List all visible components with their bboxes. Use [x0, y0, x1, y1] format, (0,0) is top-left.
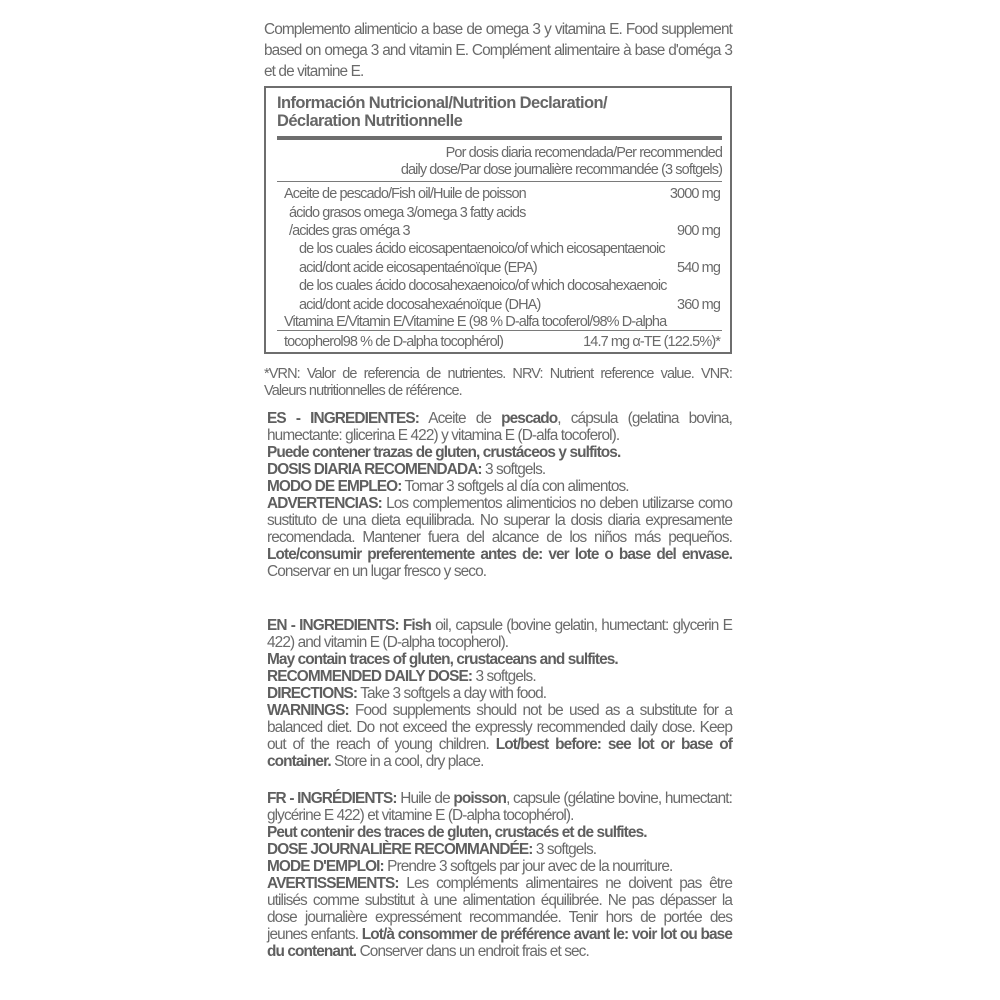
nutrition-table [264, 86, 732, 354]
row-rule [277, 330, 722, 331]
directions-en: DIRECTIONS: Take 3 softgels a day with food. [267, 685, 547, 702]
dose-fr: DOSE JOURNALIÈRE RECOMMANDÉE: 3 softgels. [267, 841, 597, 858]
row-label: Aceite de pescado/Fish oil/Huile de poisson [284, 186, 526, 202]
row-label: acid/dont acide docosahexaénoïque (DHA) [299, 297, 541, 313]
footnote: *VRN: Valor de referencia de nutrientes. NRV: Nutrient reference value. VNR: Valeurs nutritionnelles de référence. [264, 366, 732, 399]
row-label: acid/dont acide eicosapentaénoïque (EPA) [299, 260, 537, 276]
dose-en: RECOMMENDED DAILY DOSE: 3 softgels. [267, 668, 536, 685]
warnings-fr: AVERTISSEMENTS: Les compléments alimentaires ne doivent pas être utilisés comme substitut à une alimentation équilibrée. Ne pas dépasser la dose journalière expressément recommandée. Tenir hors de portée des jeunes enfants. Lot/à consommer de préférence avant le: voir lot ou base du contenant. Conserver dans un endroit frais et sec. [267, 875, 732, 960]
allergen-es: Puede contener trazas de gluten, crustáceos y sulfitos. [267, 444, 621, 461]
table-title: Información Nutricional/Nutrition Declaration/ Déclaration Nutritionnelle [277, 94, 607, 130]
header-rule [277, 181, 722, 182]
directions-es: MODO DE EMPLEO: Tomar 3 softgels al día con alimentos. [267, 478, 629, 495]
row-label: Vitamina E/Vitamin E/Vitamine E (98 % D-alfa tocoferol/98% D-alpha [284, 314, 667, 330]
row-label: /acides gras oméga 3 [289, 223, 410, 239]
row-label: tocopherol98 % de D-alpha tocophérol) [284, 334, 503, 350]
ingredients-es: ES - INGREDIENTES: Aceite de pescado, cápsula (gelatina bovina, humectante: glicerina E 422) y vitamina E (D-alfa tocoferol). [267, 410, 732, 444]
allergen-en: May contain traces of gluten, crustaceans and sulfites. [267, 651, 618, 668]
row-value: 14.7 mg α-TE (122.5%)* [583, 334, 720, 350]
section-fr [267, 790, 732, 960]
row-label: ácido grasos omega 3/omega 3 fatty acids [289, 205, 526, 221]
row-value: 900 mg [677, 223, 720, 239]
row-value: 3000 mg [669, 186, 720, 202]
warnings-en: WARNINGS: Food supplements should not be used as a substitute for a balanced diet. Do not exceed the expressly recommended daily dose. Keep out of the reach of young children. Lot/best before: see lot or base of container. Store in a cool, dry place. [267, 702, 732, 770]
directions-fr: MODE D'EMPLOI: Prendre 3 softgels par jour avec de la nourriture. [267, 858, 673, 875]
ingredients-en: EN - INGREDIENTS: Fish oil, capsule (bovine gelatin, humectant: glycerin E 422) and vitamin E (D-alpha tocopherol). [267, 617, 732, 651]
table-header: Por dosis diaria recomendada/Per recommended daily dose/Par dose journalière recommandée (3 softgels) [400, 145, 722, 178]
row-value: 360 mg [677, 297, 720, 313]
allergen-fr: Peut contenir des traces de gluten, crustacés et de sulfites. [267, 824, 647, 841]
row-label: de los cuales ácido docosahexaenoico/of which docosahexaenoic [299, 278, 667, 294]
dose-es: DOSIS DIARIA RECOMENDADA: 3 softgels. [267, 461, 546, 478]
section-es [267, 410, 732, 580]
section-en [267, 617, 732, 770]
title-rule [277, 136, 722, 140]
warnings-es: ADVERTENCIAS: Los complementos alimenticios no deben utilizarse como sustituto de una dieta equilibrada. No superar la dosis diaria expresamente recomendada. Mantener fuera del alcance de los niños más pequeños. Lote/consumir preferentemente antes de: ver lote o base del envase. Conservar en un lugar fresco y seco. [267, 495, 732, 580]
row-value: 540 mg [677, 260, 720, 276]
intro-text: Complemento alimenticio a base de omega 3 y vitamina E. Food supplement based on omega 3 and vitamin E. Complément alimentaire à base d'oméga 3 et de vitamine E. [264, 21, 732, 80]
row-label: de los cuales ácido eicosapentaenoico/of which eicosapentaenoic [299, 241, 665, 257]
ingredients-fr: FR - INGRÉDIENTS: Huile de poisson, capsule (gélatine bovine, humectant: glycérine E 422) et vitamine E (D-alpha tocophérol). [267, 790, 732, 824]
